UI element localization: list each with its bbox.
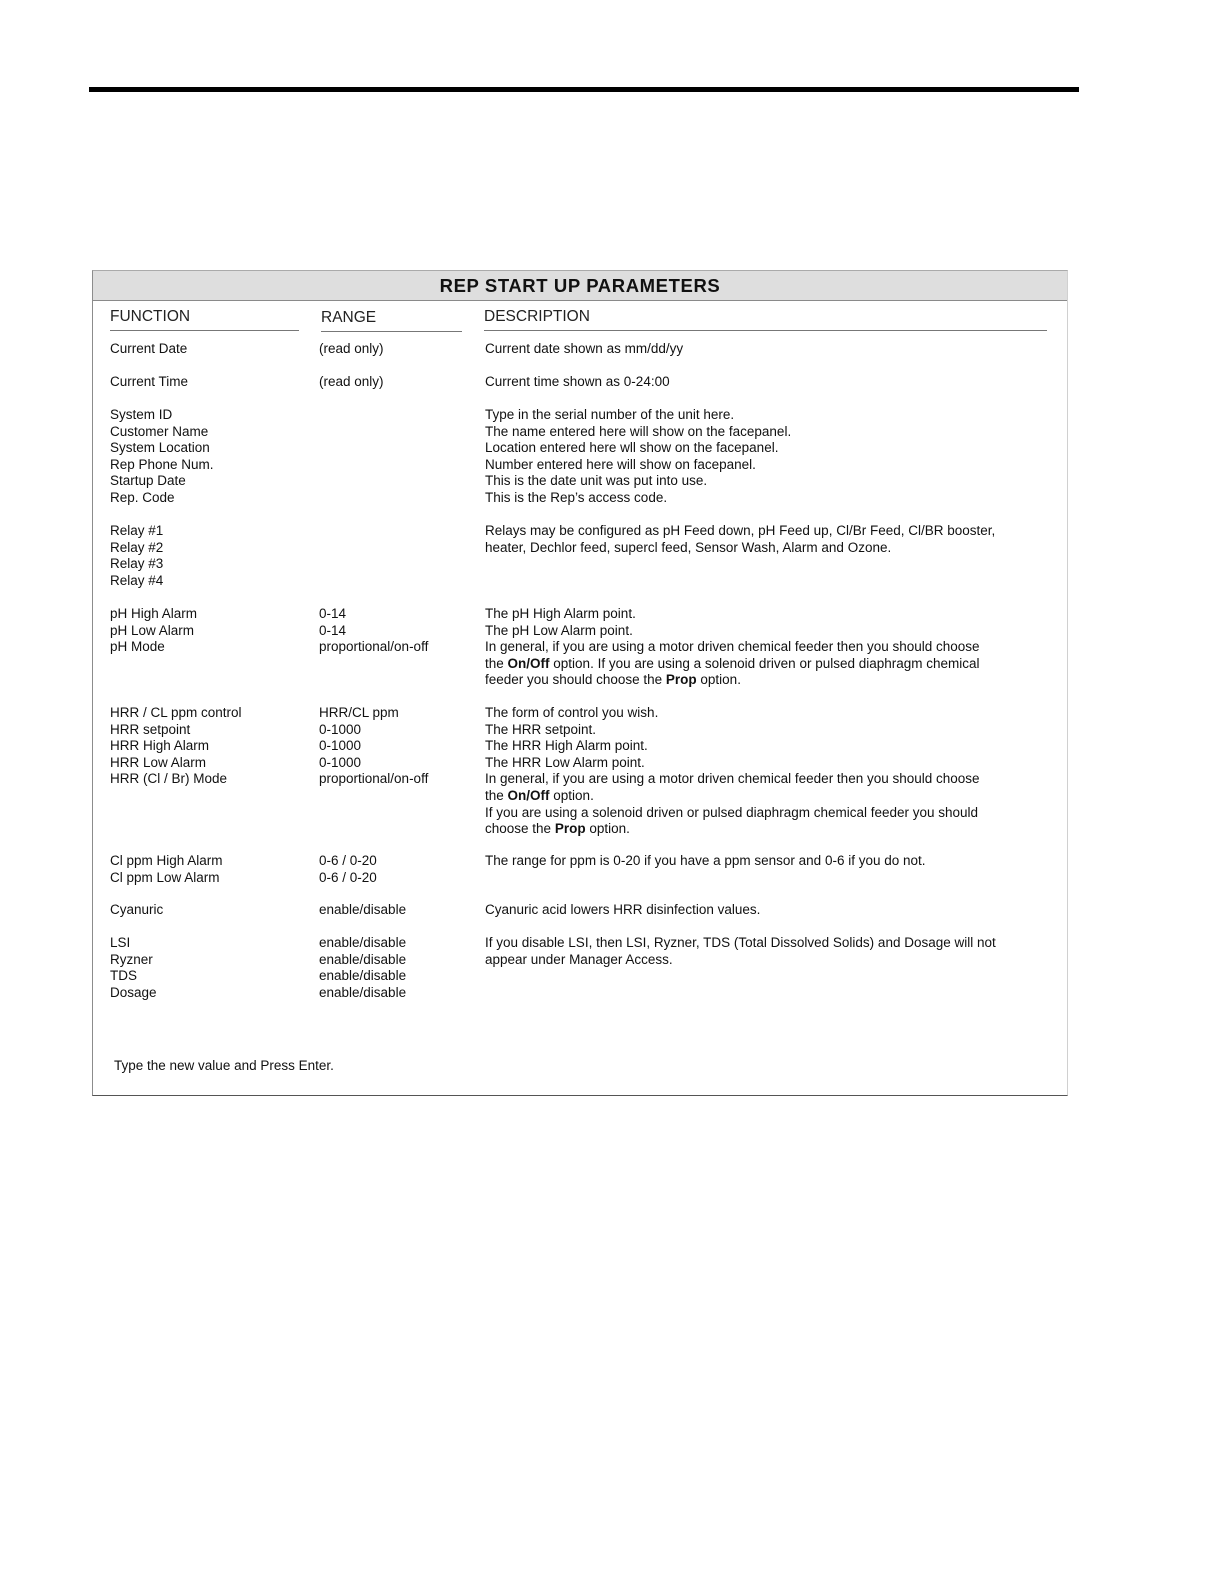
description-text: choose the Prop option. [485,821,630,837]
footer-instruction: Type the new value and Press Enter. [114,1058,334,1073]
column-header-description: DESCRIPTION [484,308,1047,331]
description-text: the On/Off option. If you are using a solenoid driven or pulsed diaphragm chemical [485,655,980,671]
range-value: (read only) [319,341,384,356]
range-value: 0-1000 [319,754,362,770]
function-label: HRR High Alarm [110,738,210,754]
range-value: enable/disable [319,902,407,917]
function-label: Relay #2 [110,539,164,555]
range-value: enable/disable [319,984,407,1000]
range-value: 0-14 [319,606,347,621]
description-text: Number entered here will show on facepanel. [485,456,756,472]
column-header-range: RANGE [321,309,462,332]
range-value: HRR/CL ppm [319,705,399,720]
rep-startup-parameters-panel [92,270,1068,1096]
top-rule [89,87,1079,92]
range-value: 0-6 / 0-20 [319,853,377,868]
function-label: Current Time [110,374,189,389]
description-text: Cyanuric acid lowers HRR disinfection values. [485,902,761,917]
function-label: System Location [110,440,210,456]
function-label: Cl ppm Low Alarm [110,869,220,885]
function-label: TDS [110,968,137,984]
function-label: Customer Name [110,423,209,439]
range-value: enable/disable [319,968,407,984]
description-text: The pH Low Alarm point. [485,622,633,638]
description-text: The name entered here will show on the facepanel. [485,423,792,439]
description-text: Type in the serial number of the unit here. [485,407,735,422]
function-label: HRR / CL ppm control [110,705,242,720]
function-label: Cyanuric [110,902,164,917]
function-label: HRR setpoint [110,721,191,737]
function-label: Relay #4 [110,572,164,588]
function-label: HRR (Cl / Br) Mode [110,771,228,787]
description-text: The HRR setpoint. [485,721,597,737]
range-value: 0-14 [319,622,347,638]
description-text: The form of control you wish. [485,705,659,720]
function-label: pH Low Alarm [110,622,195,638]
function-label: Startup Date [110,473,186,489]
description-text: Location entered here wll show on the facepanel. [485,440,779,456]
description-text: The pH High Alarm point. [485,606,636,621]
function-label: pH High Alarm [110,606,198,621]
description-text: feeder you should choose the Prop option. [485,672,741,688]
description-text: Current time shown as 0-24:00 [485,374,670,389]
function-label: Dosage [110,984,157,1000]
range-value: 0-6 / 0-20 [319,869,377,885]
function-label: Cl ppm High Alarm [110,853,223,868]
description-text: If you disable LSI, then LSI, Ryzner, TDS (Total Dissolved Solids) and Dosage will not [485,935,996,950]
range-value: 0-1000 [319,721,362,737]
range-value: enable/disable [319,935,407,950]
range-value: 0-1000 [319,738,362,754]
description-text: Current date shown as mm/dd/yy [485,341,684,356]
function-label: Relay #1 [110,523,164,538]
description-text: In general, if you are using a motor driven chemical feeder then you should choose [485,771,980,787]
panel-title: REP START UP PARAMETERS [93,271,1067,301]
description-text: If you are using a solenoid driven or pulsed diaphragm chemical feeder you should [485,804,979,820]
function-label: HRR Low Alarm [110,754,207,770]
function-label: Rep Phone Num. [110,456,214,472]
description-text: Relays may be configured as pH Feed down, pH Feed up, Cl/Br Feed, Cl/BR booster, [485,523,996,538]
description-text: The HRR Low Alarm point. [485,754,645,770]
description-text: This is the Rep’s access code. [485,489,668,505]
function-label: Relay #3 [110,556,164,572]
range-value: (read only) [319,374,384,389]
function-label: pH Mode [110,639,165,655]
function-label: LSI [110,935,131,950]
description-text: The range for ppm is 0-20 if you have a ppm sensor and 0-6 if you do not. [485,853,926,868]
function-label: Ryzner [110,951,153,967]
description-text: appear under Manager Access. [485,951,673,967]
description-text: the On/Off option. [485,787,594,803]
description-text: heater, Dechlor feed, supercl feed, Sensor Wash, Alarm and Ozone. [485,539,892,555]
function-label: System ID [110,407,173,422]
function-label: Rep. Code [110,489,175,505]
range-value: proportional/on-off [319,771,429,787]
range-value: enable/disable [319,951,407,967]
column-header-function: FUNCTION [110,308,299,331]
description-text: In general, if you are using a motor driven chemical feeder then you should choose [485,639,980,655]
range-value: proportional/on-off [319,639,429,655]
function-label: Current Date [110,341,188,356]
description-text: This is the date unit was put into use. [485,473,708,489]
description-text: The HRR High Alarm point. [485,738,648,754]
